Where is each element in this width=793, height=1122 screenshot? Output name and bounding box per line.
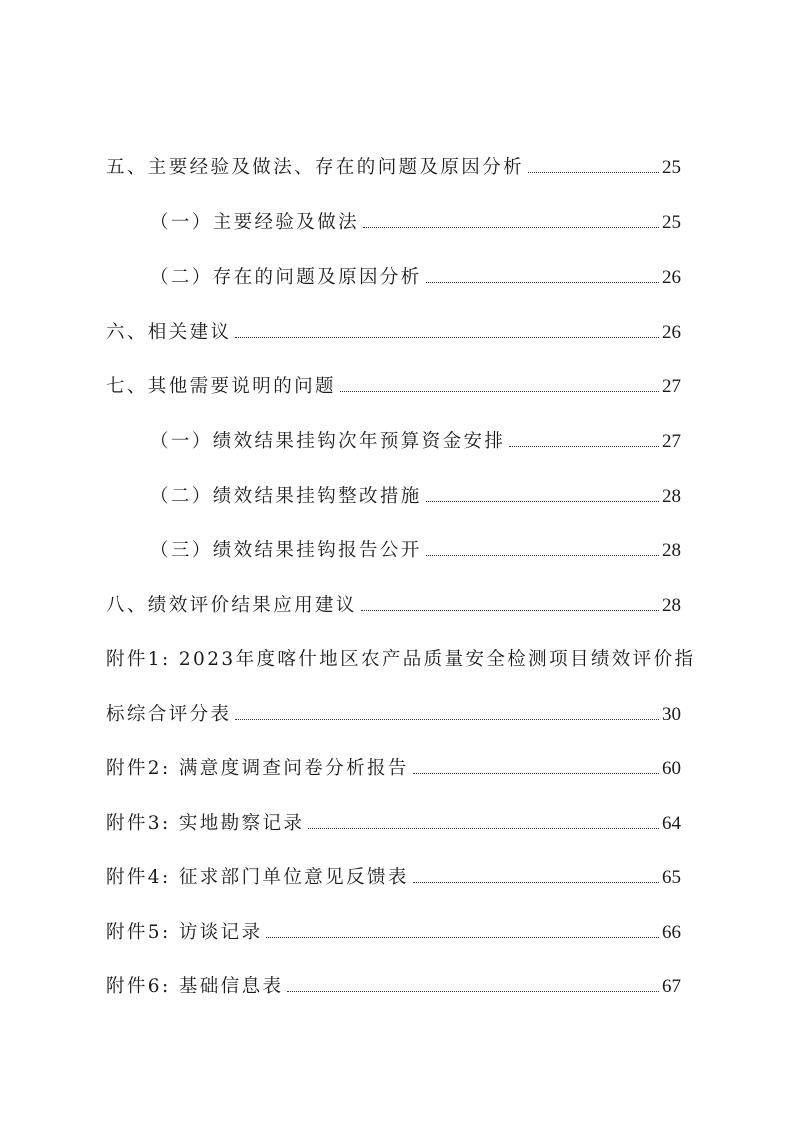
toc-entry-7-2[interactable] (0, 469, 793, 509)
toc-page-number: 27 (662, 376, 681, 397)
toc-entry-title: 附件6: 基础信息表 (106, 976, 284, 997)
toc-entry-6[interactable] (0, 305, 793, 345)
dot-leader (413, 882, 659, 883)
toc-page-number: 67 (662, 976, 681, 997)
toc-entry-appendix-5[interactable] (0, 905, 793, 945)
dot-leader (363, 227, 659, 228)
toc-entry-title: 六、相关建议 (106, 322, 232, 343)
toc-entry-title: 七、其他需要说明的问题 (106, 376, 336, 397)
dot-leader (235, 719, 659, 720)
toc-entry-5-2[interactable] (0, 250, 793, 290)
dot-leader (426, 501, 659, 502)
toc-entry-title: （三）绩效结果挂钩报告公开 (150, 540, 422, 561)
dot-leader (426, 282, 659, 283)
dot-leader (413, 773, 659, 774)
toc-page-number: 28 (662, 595, 681, 616)
toc-page-number: 64 (662, 813, 681, 834)
toc-entry-title: 附件3: 实地勘察记录 (106, 813, 305, 834)
toc-entry-title: （二）存在的问题及原因分析 (150, 267, 422, 288)
toc-page-number: 25 (662, 157, 681, 178)
toc-entry-8[interactable] (0, 578, 793, 618)
toc-page-number: 26 (662, 322, 681, 343)
toc-entry-appendix-4[interactable] (0, 850, 793, 890)
toc-page-number: 65 (662, 867, 681, 888)
toc-page-number: 66 (662, 922, 681, 943)
toc-page-number: 28 (662, 486, 681, 507)
dot-leader (426, 555, 659, 556)
toc-entry-title: （一）主要经验及做法 (150, 212, 360, 233)
dot-leader (361, 610, 659, 611)
toc-entry-title-continued: 标综合评分表 (106, 704, 232, 725)
toc-entry-appendix-3[interactable] (0, 796, 793, 836)
dot-leader (287, 991, 659, 992)
toc-entry-appendix-1-line-2[interactable] (0, 687, 793, 727)
toc-entry-title: 八、绩效评价结果应用建议 (106, 595, 357, 616)
toc-entry-appendix-6[interactable] (0, 959, 793, 999)
toc-page-number: 30 (662, 704, 681, 725)
toc-entry-7-1[interactable] (0, 414, 793, 454)
dot-leader (509, 446, 659, 447)
toc-page-number: 25 (662, 212, 681, 233)
toc-page-number: 28 (662, 540, 681, 561)
toc-entry-appendix-2[interactable] (0, 741, 793, 781)
toc-entry-7-3[interactable] (0, 523, 793, 563)
dot-leader (340, 391, 659, 392)
dot-leader (266, 937, 659, 938)
toc-page-number: 27 (662, 431, 681, 452)
dot-leader (528, 172, 659, 173)
toc-entry-7[interactable] (0, 359, 793, 399)
toc-entry-title: （二）绩效结果挂钩整改措施 (150, 486, 422, 507)
toc-entry-title: 附件5: 访谈记录 (106, 922, 263, 943)
toc-entry-title: （一）绩效结果挂钩次年预算资金安排 (150, 431, 506, 452)
toc-entry-title: 五、主要经验及做法、存在的问题及原因分析 (106, 157, 525, 178)
toc-entry-title: 附件2: 满意度调查问卷分析报告 (106, 758, 409, 779)
dot-leader (308, 828, 659, 829)
toc-entry-5[interactable] (0, 140, 793, 180)
dot-leader (235, 337, 659, 338)
toc-entry-appendix-1-line-1[interactable] (0, 632, 793, 672)
toc-page-number: 60 (662, 758, 681, 779)
toc-entry-title: 附件1: 2023年度喀什地区农产品质量安全检测项目绩效评价指 (106, 649, 696, 670)
toc-entry-5-1[interactable] (0, 195, 793, 235)
toc-entry-title: 附件4: 征求部门单位意见反馈表 (106, 867, 409, 888)
toc-page-number: 26 (662, 267, 681, 288)
